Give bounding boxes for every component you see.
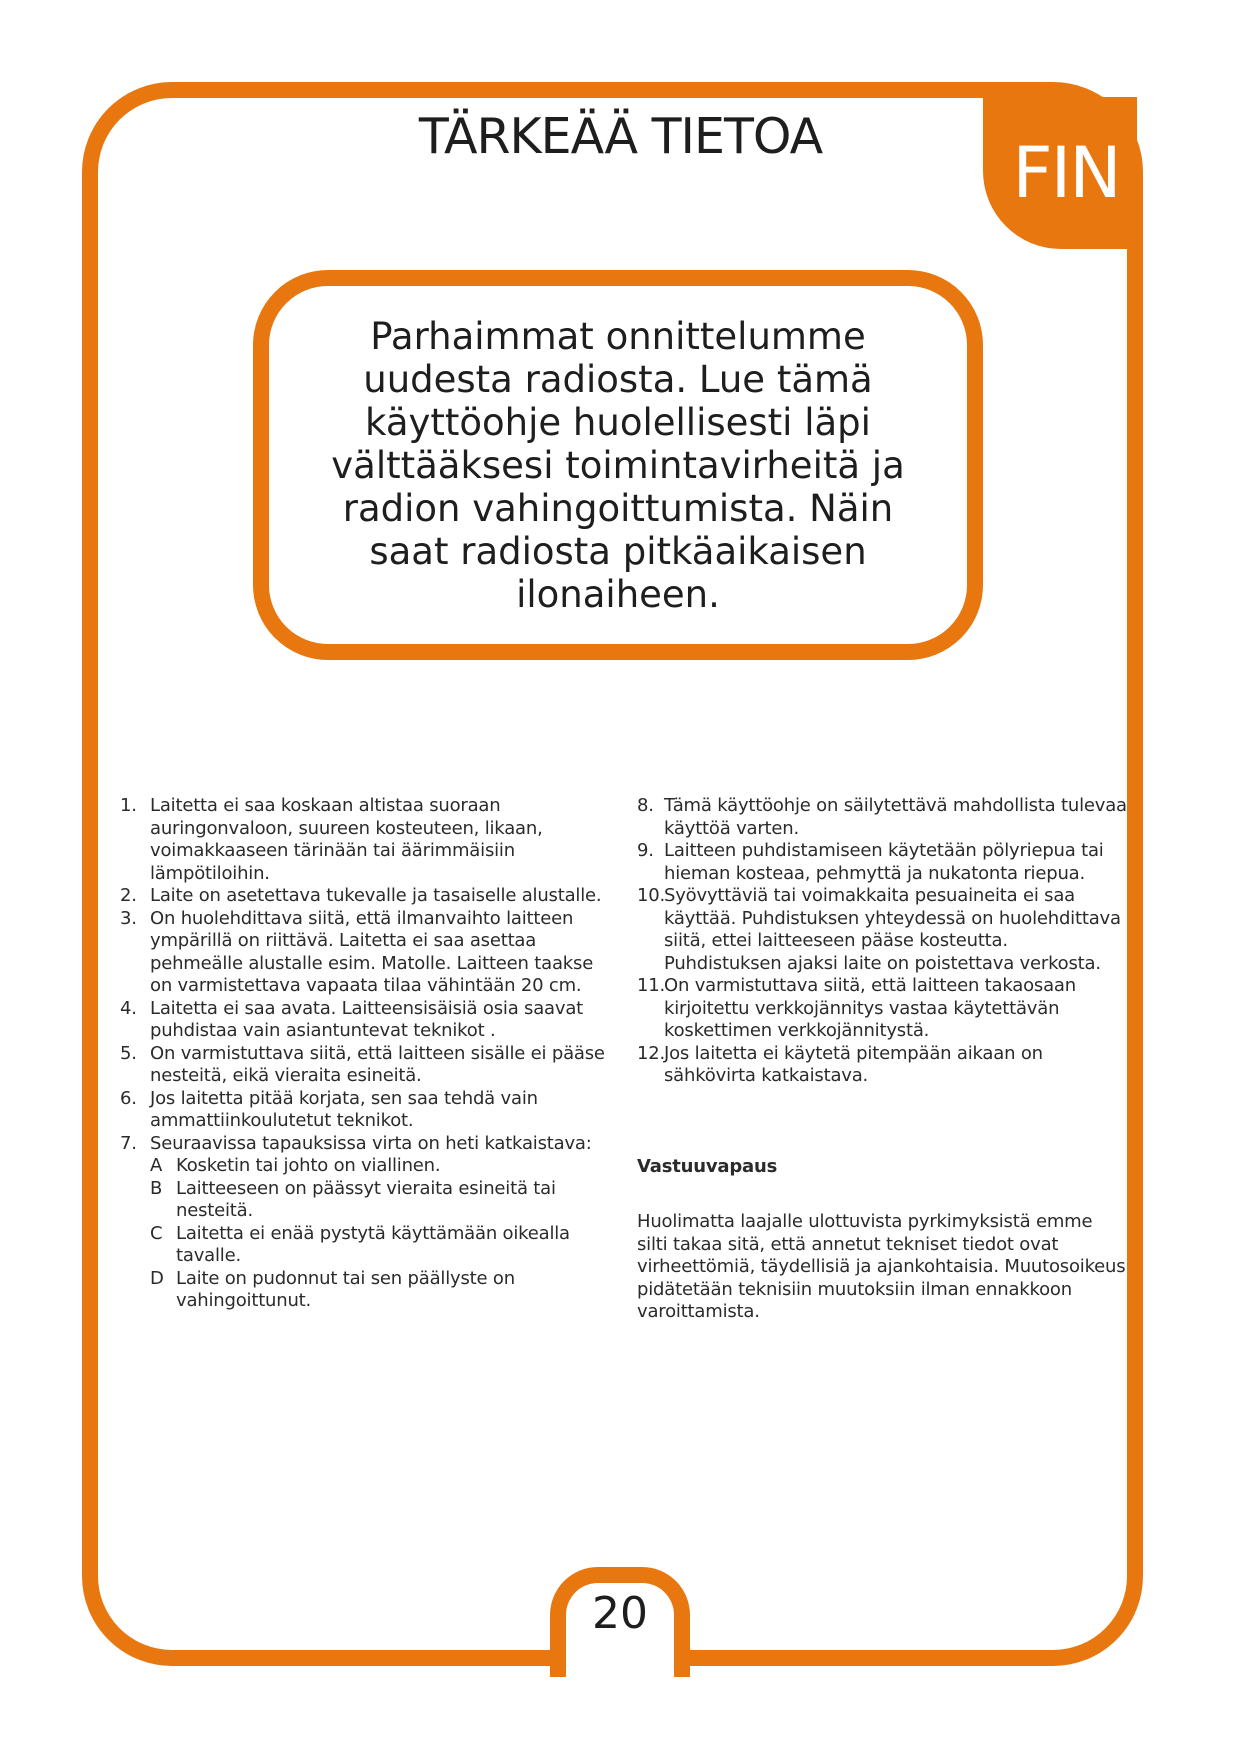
case-item — [150, 1268, 608, 1313]
instruction-number: 1. — [120, 795, 137, 816]
instruction-item — [118, 795, 608, 885]
instruction-item — [637, 795, 1127, 840]
case-letter: A — [150, 1155, 163, 1176]
instruction-text: Laite on asetettava tukevalle ja tasaiselle alustalle. — [150, 885, 602, 906]
instruction-text: Laitetta ei saa avata. Laitteensisäisiä osia saavat puhdistaa vain asiantuntevat teknikot . — [150, 997, 584, 1041]
instruction-item — [637, 1043, 1127, 1088]
instruction-item — [118, 1043, 608, 1088]
case-letter: B — [150, 1177, 163, 1199]
instruction-number: 12. — [637, 1042, 666, 1064]
instruction-item — [637, 885, 1127, 975]
instruction-item — [637, 975, 1127, 1043]
instruction-number: 9. — [637, 840, 654, 861]
instruction-number: 4. — [120, 997, 137, 1019]
instruction-item — [118, 908, 608, 998]
instruction-number: 3. — [120, 907, 137, 929]
instruction-text: Syövyttäviä tai voimakkaita pesuaineita ei saa käyttää. Puhdistuksen yhteydessä on huolehdittava siitä, ettei laitteeseen pääse kosteutta. Puhdistuksen ajaksi laite on poistettava verkosta. — [664, 885, 1121, 974]
instruction-number: 2. — [120, 885, 137, 906]
case-text: Laite on pudonnut tai sen päällyste on vahingoittunut. — [176, 1267, 515, 1311]
case-letter: C — [150, 1222, 163, 1244]
page-number: 20 — [592, 1588, 648, 1639]
instruction-number: 6. — [120, 1087, 137, 1109]
disclaimer-heading: Vastuuvapaus — [637, 1155, 778, 1177]
instruction-item — [637, 840, 1127, 885]
instruction-text: Jos laitetta pitää korjata, sen saa tehdä vain ammattiinkoulutetut teknikot. — [150, 1087, 538, 1131]
intro-box — [253, 270, 983, 660]
case-text: Laitteeseen on päässyt vieraita esineitä tai nesteitä. — [176, 1177, 556, 1221]
instructions-left-column — [118, 795, 608, 1313]
instruction-text: Tämä käyttöohje on säilytettävä mahdollista tulevaa käyttöä varten. — [664, 795, 1127, 839]
instruction-text: Laitteen puhdistamiseen käytetään pölyriepua tai hieman kosteaa, pehmyttä ja nukatonta riepua. — [664, 840, 1104, 884]
page-title: TÄRKEÄÄ TIETOA — [418, 108, 823, 165]
case-item — [150, 1223, 608, 1268]
language-badge: FIN — [983, 97, 1137, 249]
case-text: Laitetta ei enää pystytä käyttämään oikealla tavalle. — [176, 1222, 570, 1266]
case-text: Kosketin tai johto on viallinen. — [176, 1155, 441, 1176]
instruction-number: 10. — [637, 885, 666, 906]
case-item — [150, 1155, 608, 1178]
case-item — [150, 1178, 608, 1223]
instruction-text: Jos laitetta ei käytetä pitempään aikaan on sähkövirta katkaistava. — [664, 1042, 1043, 1086]
case-letter: D — [150, 1267, 164, 1289]
instruction-number: 5. — [120, 1042, 137, 1064]
instruction-text: On varmistuttava siitä, että laitteen sisälle ei pääse nesteitä, eikä vieraita esineitä. — [150, 1042, 605, 1086]
instruction-item — [118, 998, 608, 1043]
instruction-item — [118, 1088, 608, 1133]
instruction-number: 8. — [637, 795, 654, 816]
disclaimer-text: Huolimatta laajalle ulottuvista pyrkimyksistä emme silti takaa sitä, että annetut tekniset tiedot ovat virheettömiä, täydellisiä ja ajankohtaisia. Muutosoikeus pidätetään teknisiin muutoksiin ilman ennakkoon varoittamista. — [637, 1211, 1126, 1322]
instruction-number: 7. — [120, 1132, 137, 1154]
intro-text: Parhaimmat onnittelumme uudesta radiosta. Lue tämä käyttöohje huolellisesti läpi välttääksesi toimintavirheitä ja radion vahingoittumista. Näin saat radiosta pitkäaikaisen ilonaiheen. — [331, 314, 905, 616]
instruction-item — [118, 1133, 608, 1313]
instruction-number: 11. — [637, 975, 666, 996]
instruction-text: Laitetta ei saa koskaan altistaa suoraan auringonvaloon, suureen kosteuteen, likaan, voimakkaaseen tärinään tai äärimmäisiin lämpötiloihin. — [150, 795, 543, 884]
instruction-text: On varmistuttava siitä, että laitteen takaosaan kirjoitettu verkkojännitys vastaa käytettävän koskettimen verkkojännitystä. — [664, 975, 1076, 1041]
instruction-text: On huolehdittava siitä, että ilmanvaihto laitteen ympärillä on riittävä. Laitetta ei saa asettaa pehmeälle alustalle esim. Matolle. Laitteen taakse on varmistettava vapaata tilaa vähintään 20 cm. — [150, 907, 594, 996]
instruction-text: Seuraavissa tapauksissa virta on heti katkaistava: — [150, 1132, 592, 1154]
instruction-item — [118, 885, 608, 908]
instructions-right-column — [637, 795, 1127, 1324]
